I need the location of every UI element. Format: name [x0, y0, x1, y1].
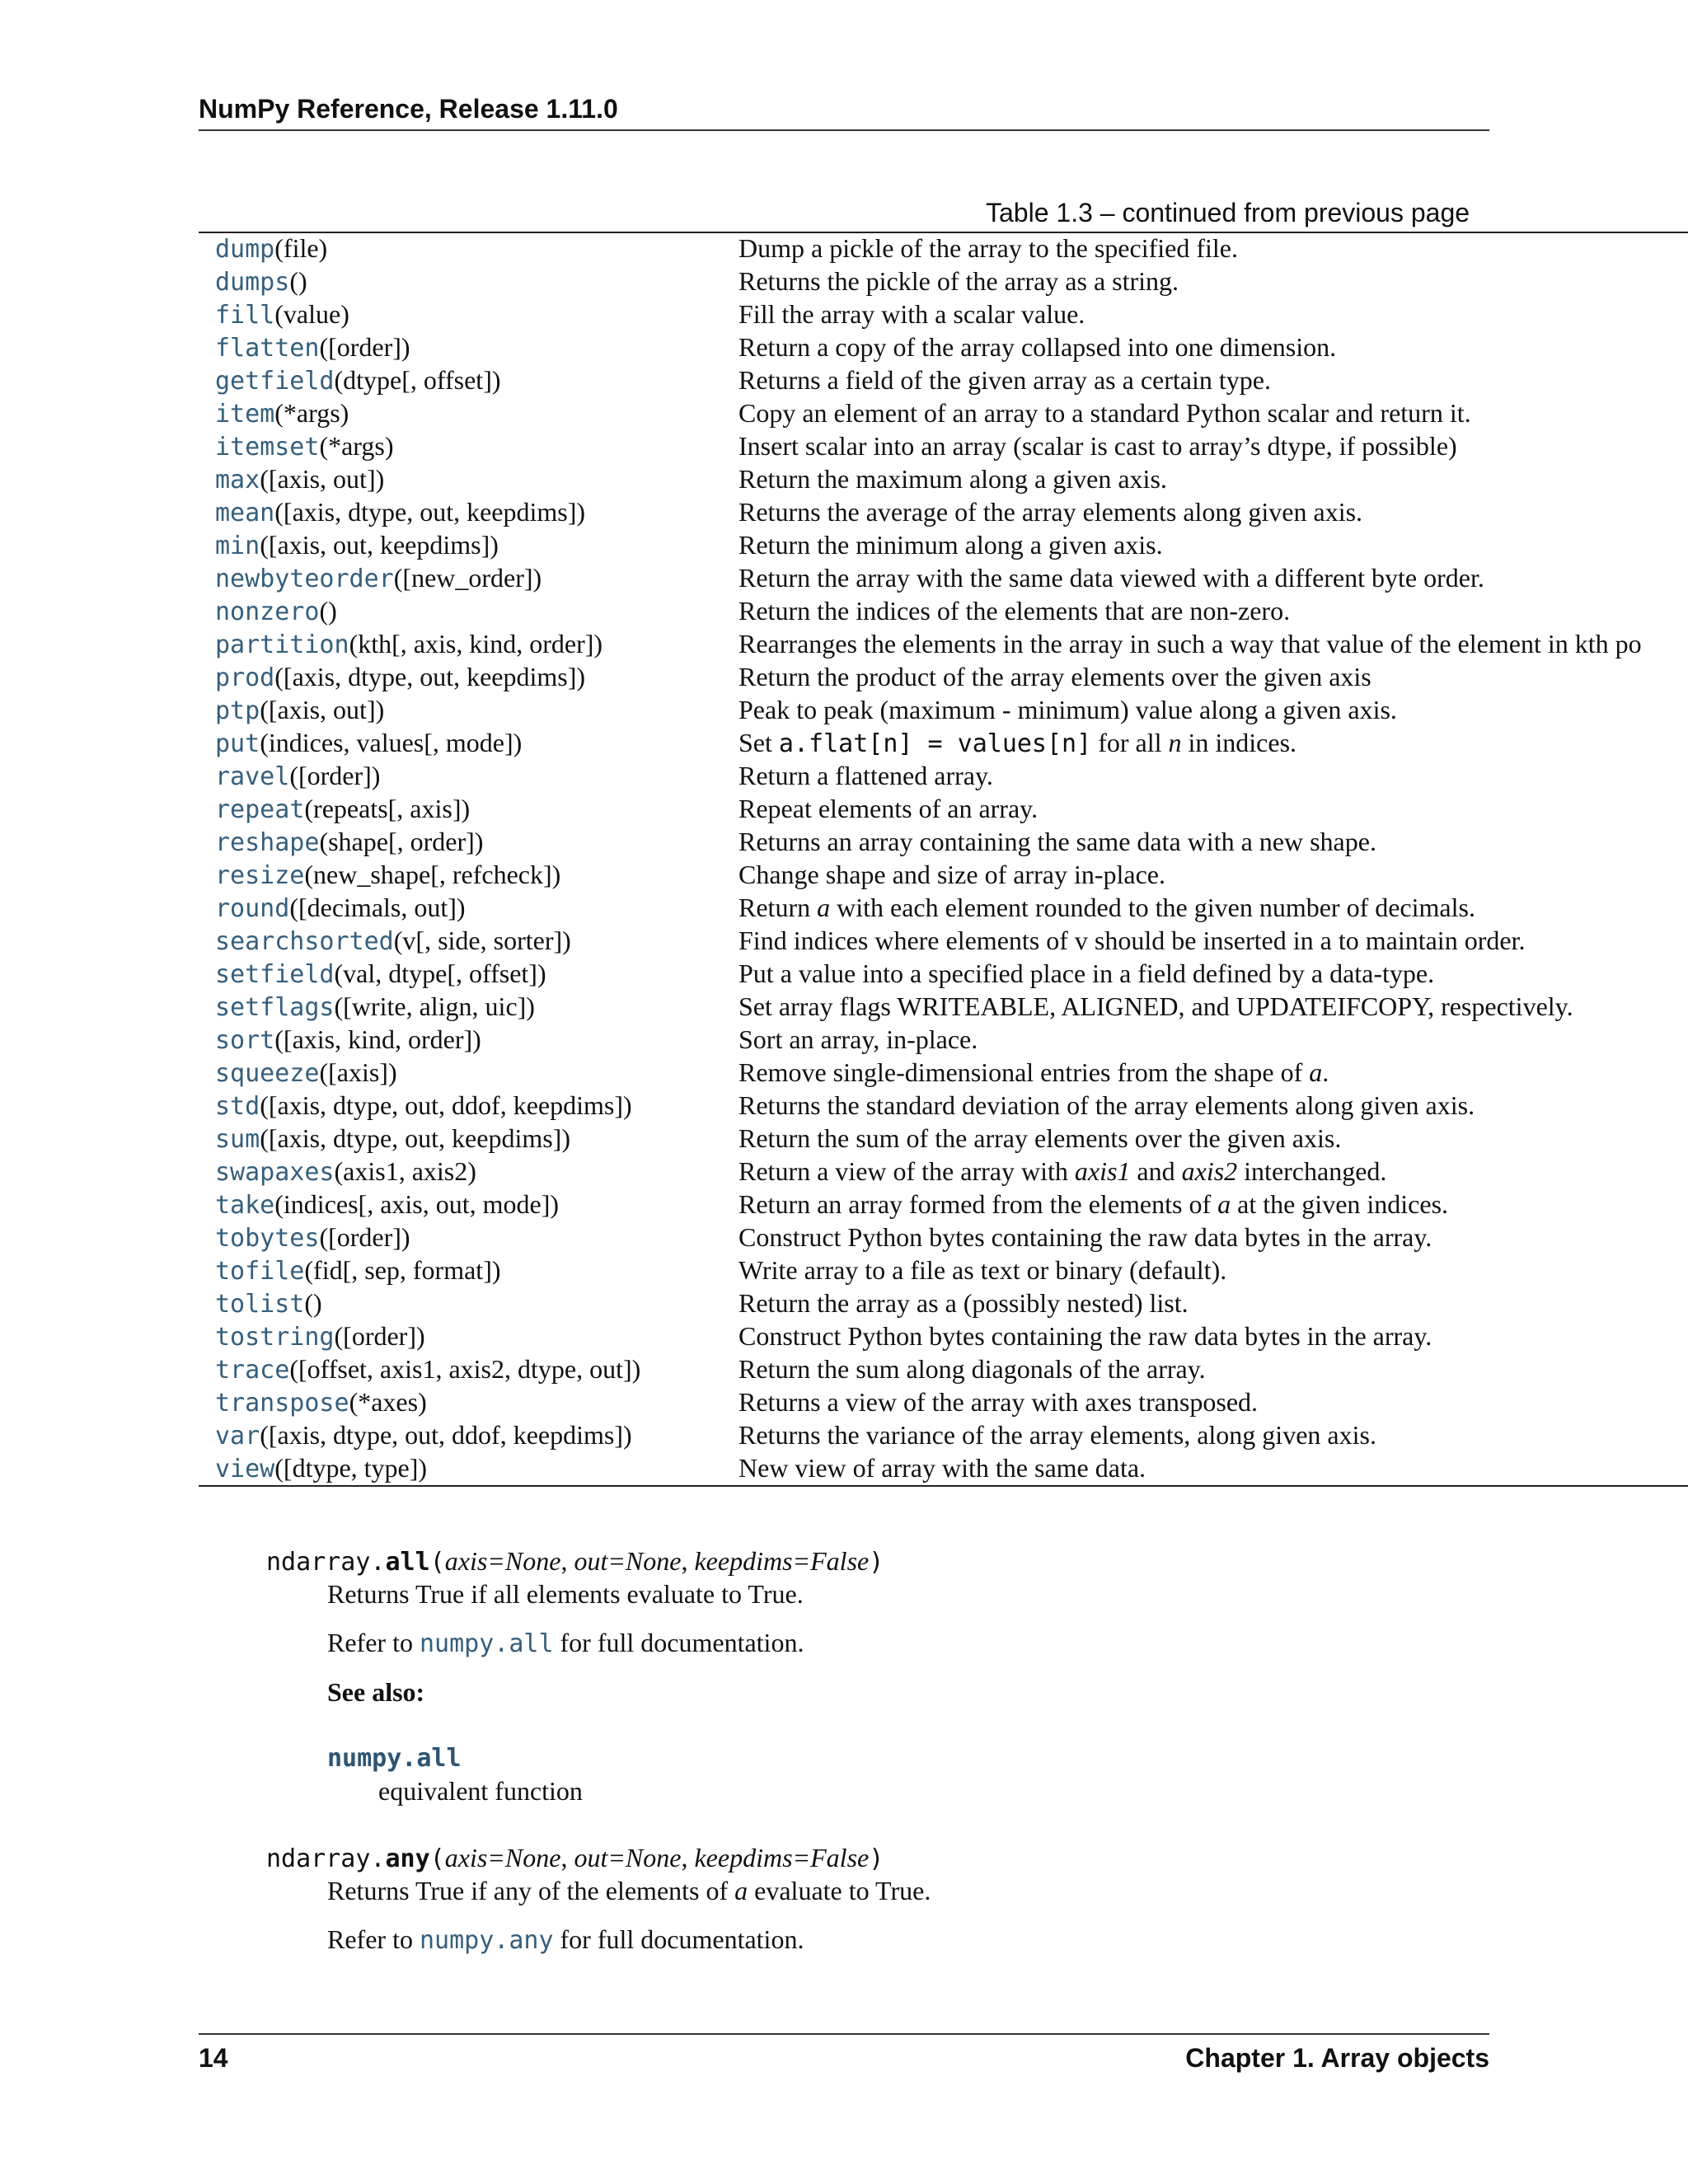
method-signature-cell	[199, 1387, 738, 1418]
method-description	[738, 1453, 1688, 1483]
method-args: ([axis, dtype, out, ddof, keepdims])	[260, 1419, 632, 1450]
table-row	[199, 1451, 1688, 1484]
table-row	[199, 396, 1688, 429]
method-link-itemset[interactable]: itemset	[215, 432, 320, 462]
method-args: (*args)	[274, 397, 349, 428]
method-args: (val, dtype[, offset])	[334, 958, 546, 988]
method-args: ([axis, out, keepdims])	[260, 529, 499, 560]
method-signature-cell	[199, 431, 738, 462]
method-link-sum[interactable]: sum	[215, 1124, 260, 1154]
arg-separator: ,	[681, 1843, 695, 1872]
method-link-tobytes[interactable]: tobytes	[215, 1223, 320, 1253]
method-args: ([offset, axis1, axis2, dtype, out])	[289, 1353, 641, 1384]
method-signature-cell	[199, 893, 738, 923]
description-text: at the given indices.	[1231, 1188, 1449, 1219]
method-signature-cell	[199, 332, 738, 363]
method-description	[738, 1123, 1688, 1154]
description-text: Returns an array containing the same data with a new shape.	[738, 826, 1376, 856]
method-args: (fid[, sep, format])	[304, 1254, 501, 1285]
description-text: Return the sum of the array elements over the given axis.	[738, 1122, 1342, 1153]
method-link-resize[interactable]: resize	[215, 860, 305, 890]
signature-arg: axis=None	[444, 1546, 561, 1576]
table-row	[199, 1286, 1688, 1319]
description-text: Write array to a file as text or binary (default).	[738, 1254, 1227, 1285]
method-signature-cell	[199, 596, 738, 626]
method-signature-cell	[199, 266, 738, 297]
method-description	[738, 398, 1688, 429]
method-signature-cell	[199, 662, 738, 692]
method-description	[738, 1420, 1688, 1451]
description-text: Return a copy of the array collapsed into one dimension.	[738, 331, 1337, 362]
method-link-prod[interactable]: prod	[215, 663, 275, 692]
table-row	[199, 1352, 1688, 1385]
description-text: Repeat elements of an array.	[738, 793, 1039, 823]
method-args: (*args)	[319, 430, 394, 461]
method-description	[738, 596, 1688, 626]
method-description	[738, 1057, 1688, 1088]
table-row	[199, 660, 1688, 693]
method-link-trace[interactable]: trace	[215, 1355, 290, 1385]
summary-prefix: Returns True if any of the elements of	[327, 1876, 735, 1905]
description-text: Dump a pickle of the array to the specified file.	[738, 232, 1238, 263]
numpy-all-link[interactable]: numpy.all	[419, 1629, 554, 1658]
method-args: (*axes)	[349, 1386, 427, 1417]
table-row	[199, 561, 1688, 594]
method-args: (indices, values[, mode])	[260, 727, 523, 757]
summary-all: Returns True if all elements evaluate to True.	[327, 1579, 804, 1609]
description-text: Set array flags WRITEABLE, ALIGNED, and UPDATEIFCOPY, respectively.	[738, 991, 1573, 1021]
method-args: ([order])	[319, 331, 410, 362]
method-args: (repeats[, axis])	[304, 793, 471, 823]
method-link-ravel[interactable]: ravel	[215, 762, 290, 791]
method-link-searchsorted[interactable]: searchsorted	[215, 926, 394, 956]
method-signature-cell	[199, 563, 738, 593]
running-header: NumPy Reference, Release 1.11.0	[199, 94, 618, 124]
method-signature-cell	[199, 827, 738, 857]
method-link-mean[interactable]: mean	[215, 498, 275, 527]
method-description	[738, 464, 1688, 494]
description-text: and	[1130, 1155, 1182, 1186]
description-text: Remove single-dimensional entries from the shape of	[738, 1057, 1310, 1087]
method-description	[738, 1222, 1688, 1253]
method-signature-cell	[199, 1255, 738, 1286]
method-description	[738, 860, 1688, 890]
method-args: ([order])	[319, 1221, 410, 1252]
signature-arg: keepdims=False	[694, 1843, 870, 1872]
method-signature-cell	[199, 1420, 738, 1451]
summary-suffix: evaluate to True.	[748, 1876, 931, 1905]
method-link-newbyteorder[interactable]: newbyteorder	[215, 564, 394, 593]
method-link-item[interactable]: item	[215, 399, 275, 429]
description-text: Return a flattened array.	[738, 760, 993, 790]
table-row	[199, 298, 1688, 330]
description-text: Put a value into a specified place in a field defined by a data-type.	[738, 958, 1435, 988]
method-signature-cell	[199, 926, 738, 956]
refer-suffix: for full documentation.	[553, 1628, 804, 1657]
description-text: Return the array with the same data viewed with a different byte order.	[738, 562, 1484, 593]
method-link-transpose[interactable]: transpose	[215, 1388, 349, 1418]
chapter-title: Chapter 1. Array objects	[1185, 2043, 1489, 2073]
table-row	[199, 693, 1688, 726]
table-row	[199, 990, 1688, 1023]
method-signature-cell	[199, 233, 738, 264]
see-also-numpy-all-link[interactable]: numpy.all	[327, 1744, 462, 1773]
table-row	[199, 1385, 1688, 1418]
description-text: Returns the pickle of the array as a string.	[738, 265, 1179, 296]
paren-open: (	[429, 1548, 445, 1577]
table-row	[199, 528, 1688, 561]
method-description	[738, 1156, 1688, 1187]
method-description	[738, 497, 1688, 527]
method-args: ([dtype, type])	[274, 1452, 428, 1483]
method-link-dump[interactable]: dump	[215, 234, 275, 264]
method-description	[738, 1024, 1688, 1055]
method-link-var[interactable]: var	[215, 1421, 260, 1451]
table-row	[199, 1089, 1688, 1122]
description-text: .	[1322, 1057, 1329, 1087]
inline-var: a	[1309, 1057, 1323, 1087]
method-signature-cell	[199, 695, 738, 725]
method-description	[738, 958, 1688, 989]
description-text: Returns the variance of the array elements, along given axis.	[738, 1419, 1376, 1450]
method-link-take[interactable]: take	[215, 1190, 275, 1220]
method-link-flatten[interactable]: flatten	[215, 333, 320, 363]
method-signature-cell	[199, 365, 738, 396]
description-text: Fill the array with a scalar value.	[738, 298, 1085, 329]
method-signature-cell	[199, 464, 738, 494]
method-link-tolist[interactable]: tolist	[215, 1289, 305, 1319]
method-description	[738, 299, 1688, 330]
description-text: Sort an array, in-place.	[738, 1024, 978, 1054]
refer-all	[327, 1626, 804, 1661]
arg-separator: ,	[560, 1843, 574, 1872]
method-link-setflags[interactable]: setflags	[215, 992, 335, 1022]
signature-class: ndarray.	[266, 1548, 386, 1577]
method-args: ()	[319, 595, 337, 626]
method-args: ()	[304, 1287, 322, 1318]
refer-prefix: Refer to	[327, 1628, 420, 1657]
paren-close: )	[869, 1844, 884, 1873]
description-text: Returns a view of the array with axes transposed.	[738, 1386, 1259, 1417]
method-args: ([order])	[334, 1320, 425, 1351]
description-text: Return	[738, 892, 818, 922]
description-text: Set	[738, 727, 779, 757]
description-text: Return the minimum along a given axis.	[738, 529, 1163, 560]
description-text: Return the maximum along a given axis.	[738, 463, 1167, 494]
table-row	[199, 759, 1688, 792]
table-row	[199, 792, 1688, 825]
method-signature-cell	[199, 761, 738, 791]
method-description	[738, 893, 1688, 923]
method-args: ([axis, kind, order])	[274, 1024, 481, 1054]
inline-code: a.flat[n] = values[n]	[778, 729, 1092, 758]
method-description	[738, 233, 1688, 264]
description-text: Peak to peak (maximum - minimum) value along a given axis.	[738, 694, 1397, 724]
description-text: Construct Python bytes containing the raw data bytes in the array.	[738, 1320, 1432, 1351]
table-row	[199, 594, 1688, 627]
description-text: Rearranges the elements in the array in such a way that value of the element in kth po	[738, 628, 1642, 658]
description-text: Return the array as a (possibly nested) list.	[738, 1287, 1189, 1318]
method-signature-cell	[199, 1453, 738, 1483]
method-args: ([write, align, uic])	[334, 991, 535, 1021]
signature-arg: keepdims=False	[694, 1546, 870, 1576]
method-description	[738, 332, 1688, 363]
inline-var: n	[1168, 727, 1182, 757]
table-row	[199, 462, 1688, 495]
table-row	[199, 1319, 1688, 1352]
method-args: ([order])	[289, 760, 381, 790]
header-rule	[199, 129, 1489, 131]
method-description	[738, 926, 1688, 956]
description-text: Change shape and size of array in-place.	[738, 859, 1165, 889]
method-args: (file)	[274, 232, 328, 263]
method-signature-cell	[199, 1024, 738, 1055]
description-text: Returns the average of the array elements along given axis.	[738, 496, 1363, 527]
method-description	[738, 1354, 1688, 1385]
method-description	[738, 431, 1688, 462]
summary-any	[327, 1874, 931, 1907]
method-description	[738, 563, 1688, 593]
method-signature-cell	[199, 1123, 738, 1154]
table-row	[199, 1418, 1688, 1451]
description-text: Return the indices of the elements that are non-zero.	[738, 595, 1291, 626]
method-args: ()	[289, 265, 307, 296]
method-signature-cell	[199, 530, 738, 560]
signature-arg: out=None	[574, 1546, 682, 1576]
description-text: Construct Python bytes containing the raw data bytes in the array.	[738, 1221, 1432, 1252]
methods-table	[199, 232, 1688, 1484]
method-description	[738, 1288, 1688, 1319]
method-link-round[interactable]: round	[215, 893, 290, 923]
table-row	[199, 1188, 1688, 1221]
table-bottom-rule	[199, 1485, 1688, 1487]
method-signature-cell	[199, 860, 738, 890]
method-signature-cell	[199, 1288, 738, 1319]
method-link-setfield[interactable]: setfield	[215, 959, 335, 989]
table-row	[199, 363, 1688, 396]
method-signature-cell	[199, 629, 738, 659]
description-text: Returns a field of the given array as a certain type.	[738, 364, 1271, 395]
method-signature-cell	[199, 1057, 738, 1088]
method-description	[738, 695, 1688, 725]
method-args: (indices[, axis, out, mode])	[274, 1188, 560, 1219]
inline-var: a	[1217, 1188, 1231, 1219]
method-description	[738, 728, 1688, 758]
method-args: (v[, side, sorter])	[393, 925, 571, 955]
signature-class: ndarray.	[266, 1844, 386, 1873]
method-signature-cell	[199, 1189, 738, 1220]
method-args: ([axis, dtype, out, ddof, keepdims])	[260, 1090, 632, 1120]
method-link-max[interactable]: max	[215, 465, 260, 494]
description-text: interchanged.	[1237, 1155, 1387, 1186]
method-link-put[interactable]: put	[215, 729, 260, 758]
method-description	[738, 827, 1688, 857]
method-args: (dtype[, offset])	[334, 364, 501, 395]
refer-prefix: Refer to	[327, 1924, 420, 1954]
method-link-repeat[interactable]: repeat	[215, 794, 305, 824]
table-row	[199, 891, 1688, 924]
table-caption: Table 1.3 – continued from previous page	[986, 198, 1470, 227]
signature-arg: out=None	[574, 1843, 682, 1872]
method-args: (shape[, order])	[319, 826, 484, 856]
description-text: Insert scalar into an array (scalar is cast to array’s dtype, if possible)	[738, 430, 1457, 461]
method-args: ([axis, out])	[260, 694, 385, 724]
method-signature-cell	[199, 1222, 738, 1253]
table-row	[199, 232, 1688, 265]
method-link-sort[interactable]: sort	[215, 1025, 275, 1055]
arg-separator: ,	[560, 1546, 574, 1576]
refer-any	[327, 1923, 804, 1957]
method-link-tostring[interactable]: tostring	[215, 1322, 335, 1352]
arg-separator: ,	[681, 1546, 695, 1576]
table-row	[199, 1254, 1688, 1286]
method-link-nonzero[interactable]: nonzero	[215, 597, 320, 626]
method-description	[738, 794, 1688, 824]
method-link-view[interactable]: view	[215, 1454, 275, 1483]
description-text: Return a view of the array with	[738, 1155, 1075, 1186]
method-link-dumps[interactable]: dumps	[215, 267, 290, 297]
method-args: (value)	[274, 298, 349, 329]
description-text: with each element rounded to the given number of decimals.	[830, 892, 1475, 922]
page-number: 14	[199, 2043, 228, 2073]
description-text: for all	[1091, 727, 1169, 757]
method-signature-cell	[199, 991, 738, 1022]
description-text: Return an array formed from the elements of	[738, 1188, 1218, 1219]
description-text: Return the product of the array elements over the given axis	[738, 661, 1372, 691]
method-link-min[interactable]: min	[215, 531, 260, 560]
method-link-partition[interactable]: partition	[215, 630, 349, 659]
description-text: Return the sum along diagonals of the array.	[738, 1353, 1206, 1384]
table-row	[199, 330, 1688, 363]
method-link-tofile[interactable]: tofile	[215, 1256, 305, 1286]
method-args: ([axis, dtype, out, keepdims])	[274, 496, 586, 527]
method-description	[738, 629, 1688, 659]
table-row	[199, 1155, 1688, 1188]
method-args: (kth[, axis, kind, order])	[349, 628, 603, 658]
method-signature-cell	[199, 794, 738, 824]
method-link-swapaxes[interactable]: swapaxes	[215, 1157, 335, 1187]
table-row	[199, 825, 1688, 858]
method-args: ([new_order])	[393, 562, 542, 593]
method-signature-cell	[199, 728, 738, 758]
method-description	[738, 991, 1688, 1022]
method-signature-cell	[199, 299, 738, 330]
signature-all	[266, 1544, 884, 1579]
paren-close: )	[869, 1548, 884, 1577]
table-row	[199, 627, 1688, 660]
method-description	[738, 1255, 1688, 1286]
method-args: ([axis, out])	[260, 463, 385, 494]
method-description	[738, 662, 1688, 692]
description-text: Find indices where elements of v should be inserted in a to maintain order.	[738, 925, 1526, 955]
see-also-desc: equivalent function	[378, 1776, 583, 1806]
description-text: Copy an element of an array to a standard Python scalar and return it.	[738, 397, 1471, 428]
method-description	[738, 1189, 1688, 1220]
table-row	[199, 924, 1688, 957]
inline-var: axis1	[1074, 1155, 1131, 1186]
method-args: (new_shape[, refcheck])	[304, 859, 561, 889]
inline-var: a	[817, 892, 831, 922]
method-description	[738, 266, 1688, 297]
paren-open: (	[429, 1844, 445, 1873]
method-args: (axis1, axis2)	[334, 1155, 476, 1186]
method-description	[738, 1090, 1688, 1121]
method-link-std[interactable]: std	[215, 1091, 260, 1121]
table-row	[199, 1056, 1688, 1089]
signature-arg: axis=None	[444, 1843, 561, 1872]
method-description	[738, 761, 1688, 791]
footer-rule	[199, 2033, 1489, 2035]
method-link-getfield[interactable]: getfield	[215, 366, 335, 396]
table-row	[199, 265, 1688, 298]
method-args: ([axis, dtype, out, keepdims])	[260, 1122, 570, 1153]
method-signature-cell	[199, 1354, 738, 1385]
description-text: New view of array with the same data.	[738, 1452, 1146, 1483]
method-signature-cell	[199, 1321, 738, 1352]
refer-suffix: for full documentation.	[553, 1924, 804, 1954]
method-description	[738, 530, 1688, 560]
table-row	[199, 957, 1688, 990]
method-signature-cell	[199, 497, 738, 527]
summary-var: a	[734, 1876, 748, 1905]
method-args: ([axis])	[319, 1057, 397, 1087]
method-signature-cell	[199, 398, 738, 429]
table-row	[199, 858, 1688, 891]
method-link-fill[interactable]: fill	[215, 300, 275, 330]
method-signature-cell	[199, 1156, 738, 1187]
description-text: Returns the standard deviation of the array elements along given axis.	[738, 1090, 1475, 1120]
method-description	[738, 1387, 1688, 1418]
signature-any	[266, 1841, 884, 1876]
method-description	[738, 1321, 1688, 1352]
table-row	[199, 429, 1688, 462]
signature-method: any	[385, 1844, 430, 1873]
method-signature-cell	[199, 958, 738, 989]
method-signature-cell	[199, 1090, 738, 1121]
method-args: ([decimals, out])	[289, 892, 466, 922]
inline-var: axis2	[1181, 1155, 1238, 1186]
table-row	[199, 1221, 1688, 1254]
signature-method: all	[385, 1548, 430, 1577]
see-also-label: See also:	[327, 1677, 425, 1707]
method-description	[738, 365, 1688, 396]
method-link-reshape[interactable]: reshape	[215, 827, 320, 857]
method-link-squeeze[interactable]: squeeze	[215, 1058, 320, 1088]
method-link-ptp[interactable]: ptp	[215, 696, 260, 725]
table-row	[199, 1023, 1688, 1056]
numpy-any-link[interactable]: numpy.any	[419, 1926, 554, 1955]
table-row	[199, 726, 1688, 759]
table-row	[199, 1122, 1688, 1155]
method-args: ([axis, dtype, out, keepdims])	[274, 661, 586, 691]
description-text: in indices.	[1181, 727, 1297, 757]
table-row	[199, 495, 1688, 528]
